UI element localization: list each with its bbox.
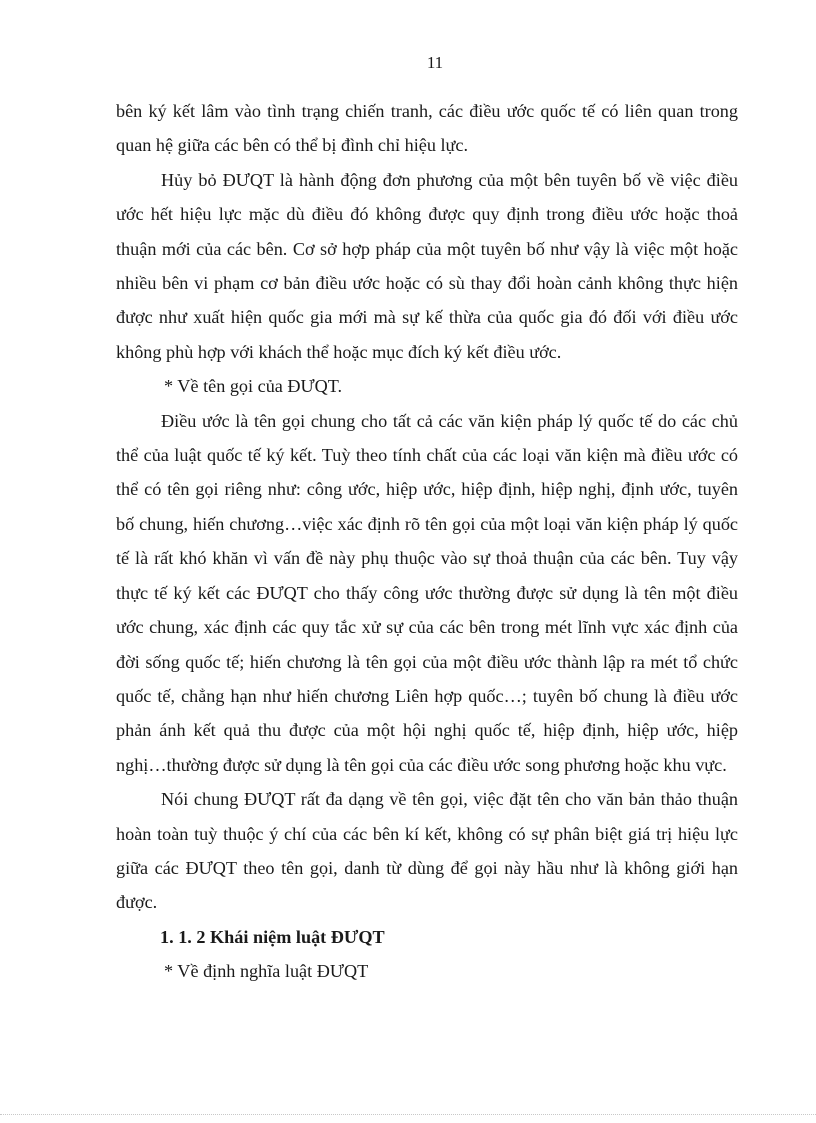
document-body	[116, 94, 738, 989]
bullet-definition: * Về định nghĩa luật ĐƯQT	[164, 961, 369, 982]
paragraph-continuation: bên ký kết lâm vào tình trạng chiến tranh, các điều ước quốc tế có liên quan trong quan hệ giữa các bên có thể bị đình chỉ hiệu lực.	[116, 101, 738, 156]
section-heading: 1. 1. 2 Khái niệm luật ĐƯQT	[160, 926, 385, 947]
paragraph-naming-summary: Nói chung ĐƯQT rất đa dạng về tên gọi, việc đặt tên cho văn bản thảo thuận hoàn toàn tuỳ thuộc ý chí của các bên kí kết, không có sự phân biệt giá trị hiệu lực giữa các ĐƯQT theo tên gọi, danh từ dùng để gọi này hầu như là không giới hạn được.	[116, 789, 738, 913]
page-number: 11	[426, 53, 444, 72]
paragraph-treaty-termination: Hủy bỏ ĐƯQT là hành động đơn phương của một bên tuyên bố về việc điều ước hết hiệu lực mặc dù điều đó không được quy định trong điều ước hoặc thoả thuận mới của các bên. Cơ sở hợp pháp của một tuyên bố như vậy là việc một hoặc nhiều bên vi phạm cơ bản điều ước hoặc có sù thay đổi hoàn cảnh không thực hiện được như xuất hiện quốc gia mới mà sự kế thừa của quốc gia đó đối với điều ước không phù hợp với khách thể hoặc mục đích ký kết điều ước.	[116, 169, 738, 362]
paragraph-treaty-naming: Điều ước là tên gọi chung cho tất cả các văn kiện pháp lý quốc tế do các chủ thể của luật quốc tế ký kết. Tuỳ theo tính chất của các loại văn kiện mà điều ước có thể có tên gọi riêng như: công ước, hiệp ước, hiệp định, hiệp nghị, định ước, tuyên bố chung, hiến chương…việc xác định rõ tên gọi của một loại văn kiện pháp lý quốc tế là rất khó khăn vì vấn đề này phụ thuộc vào sự thoả thuận của các bên. Tuy vậy thực tế ký kết các ĐƯQT cho thấy công ước thường được sử dụng là tên một điều ước chung, xác định các quy tắc xử sự của các bên trong mét lĩnh vực xác định của đời sống quốc tế; hiến chương là tên gọi của một điều ước thành lập ra mét tổ chức quốc tế, chẳng hạn như hiến chương Liên hợp quốc…; tuyên bố chung là điều ước phản ánh kết quả thu được của một hội nghị quốc tế, hiệp định, hiệp ước, hiệp nghị…thường được sử dụng là tên gọi của các điều ước song phương hoặc khu vực.	[116, 410, 738, 775]
page-bottom-divider	[0, 1114, 816, 1115]
bullet-treaty-names: * Về tên gọi của ĐƯQT.	[164, 376, 343, 397]
